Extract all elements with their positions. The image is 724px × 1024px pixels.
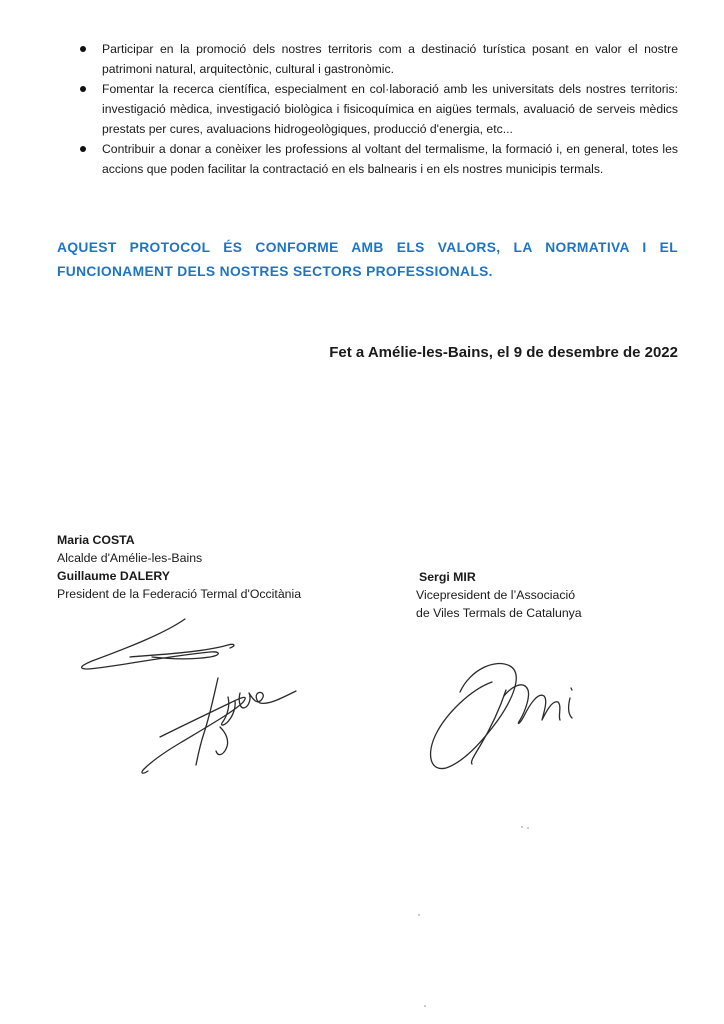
signatory-name-costa: Maria COSTA <box>57 533 135 547</box>
bullet-text: Participar en la promoció dels nostres territoris com a destinació turística posant en valor el nostre patrimoni natural, arquitectònic, cultural i gastronòmic. <box>102 42 678 76</box>
signatory-title-mir-line1: Vicepresident de l’Associació <box>416 588 576 602</box>
bullet-list <box>80 39 678 179</box>
scan-speck <box>418 914 420 916</box>
list-item <box>80 39 678 79</box>
signature-mir <box>420 650 590 780</box>
bullet-text: Fomentar la recerca científica, especialment en col·laboració amb les universitats dels nostres territoris: investigació mèdica, investigació biològica i fisicoquímica en aigües termals, avaluació de serveis mèdics prestats per cures, avaluacions hidrogeològiques, producció d'energia, etc... <box>102 82 678 136</box>
signatory-title-dalery: President de la Federació Termal d'Occitània <box>57 587 302 601</box>
bullet-dot-icon <box>80 146 86 152</box>
scan-speck <box>521 826 523 828</box>
signature-dalery <box>70 615 320 785</box>
signatory-title-mir-line2: de Viles Termals de Catalunya <box>416 606 582 620</box>
list-item <box>80 79 678 139</box>
bullet-dot-icon <box>80 46 86 52</box>
scan-speck <box>527 827 529 829</box>
signatory-name-dalery: Guillaume DALERY <box>57 569 170 583</box>
place-and-date: Fet a Amélie-les-Bains, el 9 de desembre de 2022 <box>329 344 678 361</box>
bullet-dot-icon <box>80 86 86 92</box>
signatory-title-costa: Alcalde d'Amélie-les-Bains <box>57 551 203 565</box>
conformity-statement: AQUEST PROTOCOL ÉS CONFORME AMB ELS VALORS, LA NORMATIVA I EL FUNCIONAMENT DELS NOSTRES SECTORS PROFESSIONALS. <box>57 240 678 279</box>
list-item <box>80 139 678 179</box>
signatory-name-mir: Sergi MIR <box>419 570 476 584</box>
bullet-text: Contribuir a donar a conèixer les professions al voltant del termalisme, la formació i, en general, totes les accions que poden facilitar la contractació en els balnearis i en els nostres municipis termals. <box>102 142 678 176</box>
scan-speck <box>424 1005 426 1007</box>
signatory-block-right <box>416 568 582 622</box>
signatory-block-left <box>57 531 301 603</box>
